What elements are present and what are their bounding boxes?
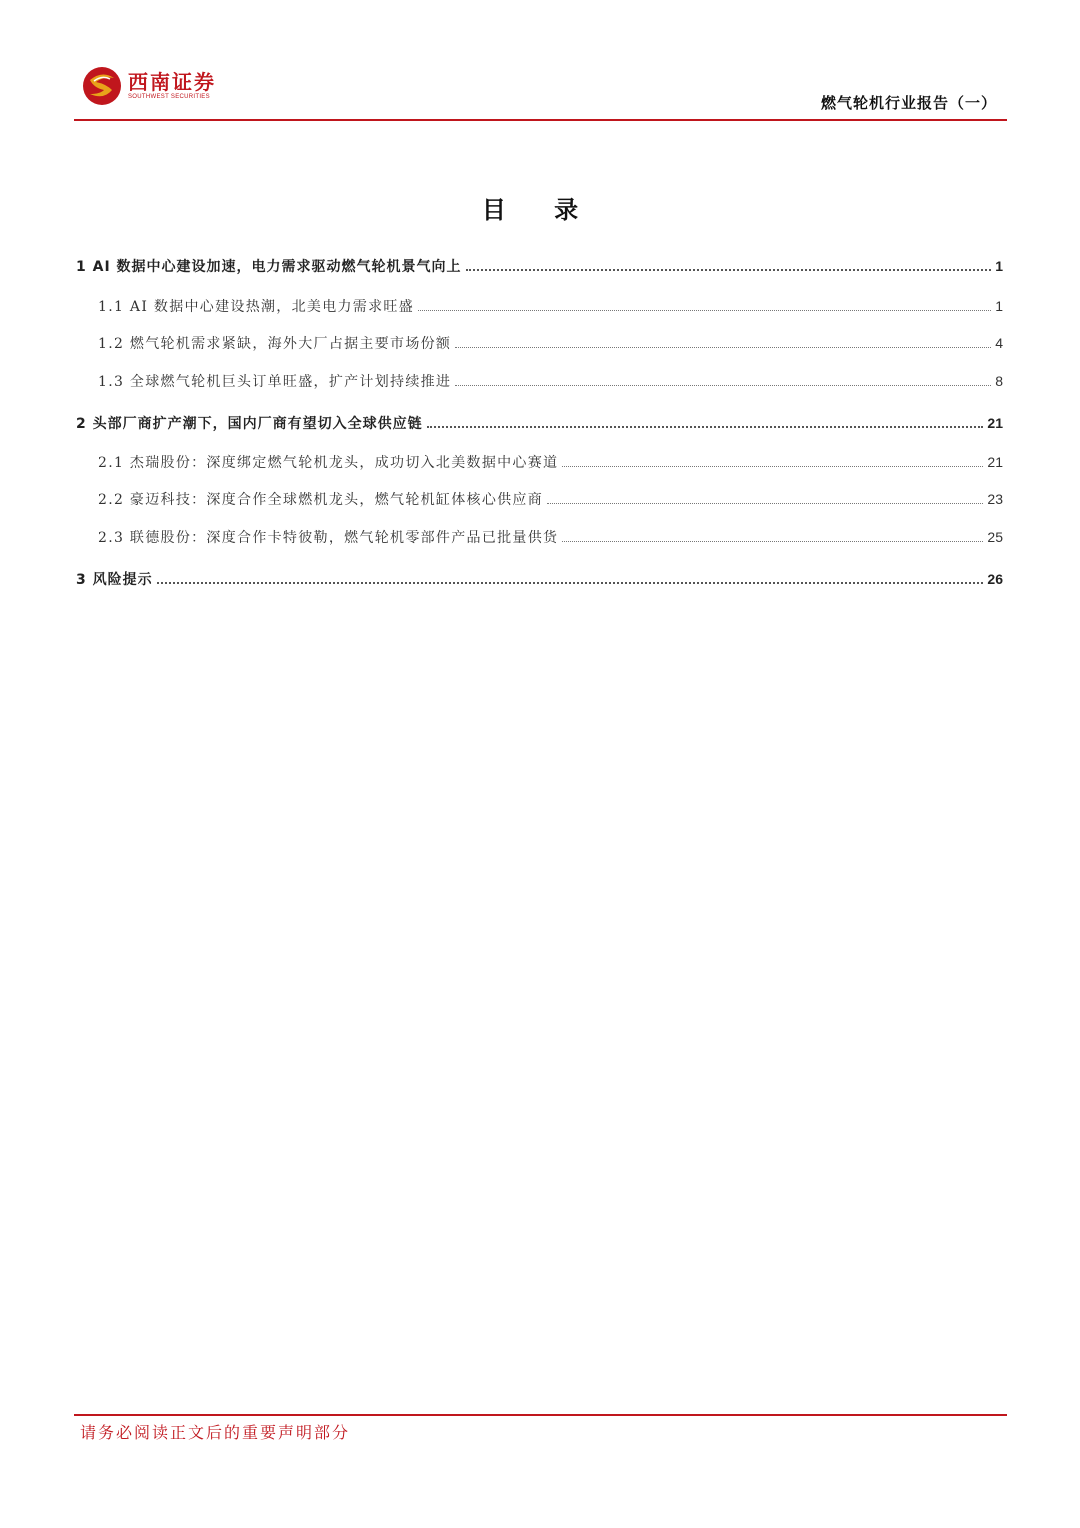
toc-entry-title: 2.1 杰瑞股份：深度绑定燃气轮机龙头，成功切入北美数据中心赛道 [98,455,559,471]
toc-leader-dots [562,541,983,542]
toc-entry-title: 3 风险提示 [76,572,153,588]
toc-entry-page: 21 [987,415,1003,431]
toc-leader-dots [427,426,984,428]
toc-entry-title: 1.2 燃气轮机需求紧缺，海外大厂占据主要市场份额 [98,336,452,352]
logo-cn-text: 西南证券 [128,70,216,94]
toc-entry[interactable] [76,333,1003,353]
toc-heading: 目 录 [481,196,599,224]
toc-entry-title: 2.3 联德股份：深度合作卡特彼勒，燃气轮机零部件产品已批量供货 [98,530,559,546]
header-divider [74,119,1007,121]
toc-entry[interactable] [76,489,1003,509]
toc-entry-page: 25 [987,529,1003,545]
toc-entry[interactable] [76,569,1003,589]
toc-entry-title: 2 头部厂商扩产潮下，国内厂商有望切入全球供应链 [76,416,423,432]
toc-entry-title: 1.3 全球燃气轮机巨头订单旺盛，扩产计划持续推进 [98,374,452,390]
logo-emblem-icon [82,66,122,106]
toc-entry[interactable] [76,371,1003,391]
toc-entry-page: 23 [987,491,1003,507]
toc-entry[interactable] [76,452,1003,472]
toc-leader-dots [157,582,984,584]
page-header [74,62,1007,122]
report-title: 燃气轮机行业报告（一） [820,94,997,112]
footer-notice: 请务必阅读正文后的重要声明部分 [80,1423,351,1442]
toc-entry-title: 1.1 AI 数据中心建设热潮，北美电力需求旺盛 [98,299,415,315]
toc-entry-page: 8 [995,373,1003,389]
company-logo [82,66,216,106]
toc-entry-title: 1 AI 数据中心建设加速，电力需求驱动燃气轮机景气向上 [76,259,462,275]
footer-divider [74,1414,1007,1416]
toc-leader-dots [455,385,991,386]
toc-leader-dots [562,466,983,467]
toc-leader-dots [455,347,991,348]
toc-entry[interactable] [76,413,1003,433]
toc-entry[interactable] [76,527,1003,547]
toc-entry-title: 2.2 豪迈科技：深度合作全球燃机龙头，燃气轮机缸体核心供应商 [98,492,544,508]
toc-leader-dots [466,269,992,271]
logo-en-text: SOUTHWEST SECURITIES [128,94,210,100]
toc-leader-dots [547,503,983,504]
toc-entry[interactable] [76,296,1003,316]
toc-leader-dots [418,310,991,311]
toc-entry-page: 1 [995,258,1003,274]
toc-entry-page: 21 [987,454,1003,470]
toc-entry[interactable] [76,256,1003,276]
toc-entry-page: 1 [995,298,1003,314]
toc-entry-page: 26 [987,571,1003,587]
toc-entry-page: 4 [995,335,1003,351]
